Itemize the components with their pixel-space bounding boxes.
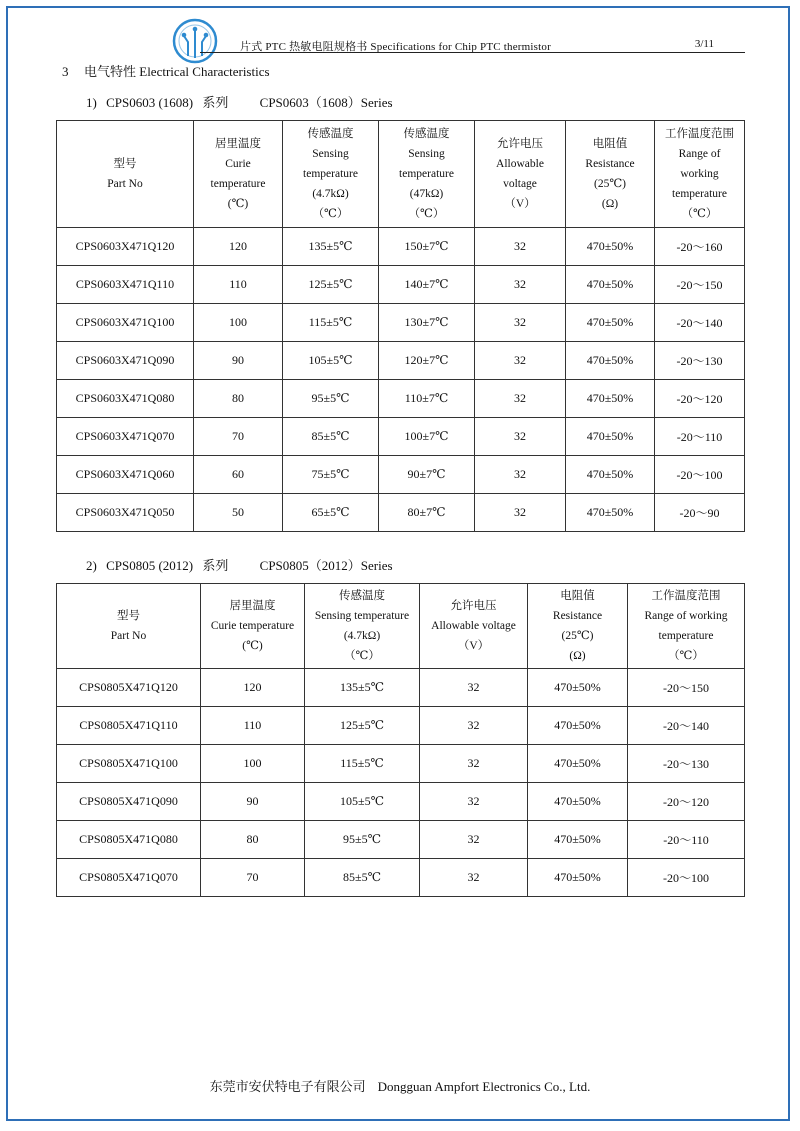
table-cell: 125±5℃ <box>305 707 420 745</box>
table-cell: 120 <box>194 228 283 266</box>
table-cell: 90 <box>201 783 305 821</box>
header-line: voltage <box>503 178 537 190</box>
table-cell: 105±5℃ <box>283 342 379 380</box>
header-line: Part No <box>110 630 147 642</box>
table-cell: 32 <box>420 669 528 707</box>
table-row <box>57 821 745 859</box>
series2-name: CPS0805 (2012) <box>106 558 194 573</box>
header-line: 居里温度 <box>215 138 261 150</box>
table-cell: 470±50% <box>566 380 655 418</box>
column-header <box>628 584 745 669</box>
header-line: （℃） <box>668 650 704 662</box>
table-cell: -20～160 <box>655 228 745 266</box>
column-header <box>475 121 566 228</box>
table-cell: 110±7℃ <box>379 380 475 418</box>
header-line: (4.7kΩ) <box>312 188 349 200</box>
table-cell: -20～100 <box>628 859 745 897</box>
circuit-logo-icon <box>170 16 220 66</box>
footer-company-cn: 东莞市安伏特电子有限公司 <box>209 1079 366 1094</box>
series2-table <box>56 583 745 897</box>
header-line: temperature <box>658 630 714 642</box>
table-row <box>57 266 745 304</box>
table-row <box>57 859 745 897</box>
table-header-row <box>57 584 745 669</box>
series2-cn: 系列 <box>202 558 229 573</box>
table-cell: -20～120 <box>655 380 745 418</box>
table-cell: 470±50% <box>528 783 628 821</box>
table-cell: 32 <box>475 456 566 494</box>
header-line: 电阻值 <box>592 138 628 150</box>
table-cell: 470±50% <box>528 669 628 707</box>
header-line: Curie temperature <box>210 620 295 632</box>
table-cell: 125±5℃ <box>283 266 379 304</box>
table-row <box>57 783 745 821</box>
table-cell: 470±50% <box>528 745 628 783</box>
part-number-cell: CPS0603X471Q070 <box>57 418 194 456</box>
table-row <box>57 342 745 380</box>
header-line: temperature <box>672 188 727 200</box>
part-number-cell: CPS0603X471Q090 <box>57 342 194 380</box>
table-cell: 115±5℃ <box>305 745 420 783</box>
header-line: 允许电压 <box>497 138 543 150</box>
table-row <box>57 707 745 745</box>
header-line: Range of working <box>644 610 728 622</box>
table-cell: 135±5℃ <box>283 228 379 266</box>
header-line: 允许电压 <box>450 600 497 612</box>
table-row <box>57 418 745 456</box>
section-title: 电气特性 Electrical Characteristics <box>84 64 270 79</box>
section-number: 3 <box>62 64 69 79</box>
table-cell: -20～90 <box>655 494 745 532</box>
part-number-cell: CPS0603X471Q100 <box>57 304 194 342</box>
table-row <box>57 494 745 532</box>
table-cell: 470±50% <box>566 418 655 456</box>
table-cell: -20～130 <box>655 342 745 380</box>
table-cell: 470±50% <box>566 342 655 380</box>
table-cell: 32 <box>420 745 528 783</box>
header-line: Curie <box>225 158 251 170</box>
series2-title <box>86 555 399 574</box>
header-line: temperature <box>210 178 266 190</box>
header-line: 传感温度 <box>307 128 354 140</box>
header-line: Range of <box>678 148 721 160</box>
table-row <box>57 669 745 707</box>
column-header <box>283 121 379 228</box>
header-line: (4.7kΩ) <box>343 630 381 642</box>
part-number-cell: CPS0603X471Q120 <box>57 228 194 266</box>
column-header <box>194 121 283 228</box>
column-header <box>566 121 655 228</box>
table-cell: 80 <box>201 821 305 859</box>
header-line: Sensing <box>312 148 349 160</box>
table-cell: -20～150 <box>628 669 745 707</box>
table-cell: 32 <box>475 494 566 532</box>
header-line: （V） <box>504 198 536 210</box>
part-number-cell: CPS0603X471Q080 <box>57 380 194 418</box>
table-cell: -20～110 <box>655 418 745 456</box>
page-number: 3/11 <box>694 38 714 50</box>
table-cell: 100±7℃ <box>379 418 475 456</box>
header-title: 片式 PTC 热敏电阻规格书 Specifications for Chip PTC thermistor <box>240 41 551 53</box>
table-cell: 50 <box>194 494 283 532</box>
series1-title <box>86 92 399 111</box>
table-cell: 470±50% <box>566 266 655 304</box>
table-cell: 32 <box>420 783 528 821</box>
table-row <box>57 228 745 266</box>
table-cell: -20～140 <box>628 707 745 745</box>
table-cell: 32 <box>475 304 566 342</box>
table-cell: 32 <box>475 418 566 456</box>
header-line: Sensing <box>408 148 445 160</box>
table-cell: -20～150 <box>655 266 745 304</box>
series2-en: CPS0805（2012）Series <box>259 558 393 573</box>
header-line: (25℃) <box>593 178 627 190</box>
table-cell: 32 <box>475 342 566 380</box>
table-cell: -20～120 <box>628 783 745 821</box>
table-cell: -20～100 <box>655 456 745 494</box>
table-cell: -20～140 <box>655 304 745 342</box>
part-number-cell: CPS0603X471Q050 <box>57 494 194 532</box>
part-number-cell: CPS0603X471Q060 <box>57 456 194 494</box>
header-line: Allowable <box>496 158 544 170</box>
table-cell: 110 <box>194 266 283 304</box>
part-number-cell: CPS0805X471Q110 <box>57 707 201 745</box>
header-line: (℃) <box>227 198 249 210</box>
header-line: （℃） <box>312 208 349 220</box>
header-line: 工作温度范围 <box>651 590 721 602</box>
table-row <box>57 380 745 418</box>
header-line: （V） <box>457 640 490 652</box>
table-cell: 85±5℃ <box>283 418 379 456</box>
header-line: Allowable voltage <box>431 620 516 632</box>
table-cell: -20～130 <box>628 745 745 783</box>
part-number-cell: CPS0603X471Q110 <box>57 266 194 304</box>
table-cell: 32 <box>475 380 566 418</box>
series1-num: 1) <box>86 95 97 110</box>
footer-company-en: Dongguan Ampfort Electronics Co., Ltd. <box>377 1079 591 1094</box>
table-cell: 110 <box>201 707 305 745</box>
part-number-cell: CPS0805X471Q070 <box>57 859 201 897</box>
table-cell: 95±5℃ <box>305 821 420 859</box>
table-cell: 130±7℃ <box>379 304 475 342</box>
header-line: temperature <box>303 168 358 180</box>
section-heading <box>62 61 270 80</box>
header-line: temperature <box>399 168 454 180</box>
header-line: （℃） <box>408 208 445 220</box>
part-number-cell: CPS0805X471Q080 <box>57 821 201 859</box>
table-cell: 32 <box>420 707 528 745</box>
header-line: (Ω) <box>601 198 619 210</box>
table-cell: 95±5℃ <box>283 380 379 418</box>
table-cell: 470±50% <box>528 859 628 897</box>
header-line: Part No <box>107 178 143 190</box>
series1-table <box>56 120 745 532</box>
table-cell: 85±5℃ <box>305 859 420 897</box>
footer <box>0 1076 800 1095</box>
header-line: (47kΩ) <box>409 188 444 200</box>
table-cell: 470±50% <box>528 821 628 859</box>
column-header <box>57 121 194 228</box>
table-cell: 100 <box>201 745 305 783</box>
table-cell: 115±5℃ <box>283 304 379 342</box>
series1-en: CPS0603（1608）Series <box>259 95 393 110</box>
table-cell: 32 <box>475 228 566 266</box>
column-header <box>528 584 628 669</box>
table-cell: 90±7℃ <box>379 456 475 494</box>
header-line: 传感温度 <box>339 590 385 602</box>
table-cell: 32 <box>420 821 528 859</box>
table-cell: 120 <box>201 669 305 707</box>
header-line: 工作温度范围 <box>665 128 734 140</box>
table-cell: 105±5℃ <box>305 783 420 821</box>
table-cell: -20～110 <box>628 821 745 859</box>
header-line: (℃) <box>242 640 263 652</box>
series1-cn: 系列 <box>202 95 229 110</box>
header-line: 居里温度 <box>229 600 276 612</box>
table-cell: 80 <box>194 380 283 418</box>
table-cell: 32 <box>475 266 566 304</box>
header-line: 型号 <box>117 610 140 622</box>
series1-name: CPS0603 (1608) <box>106 95 194 110</box>
header-line: 电阻值 <box>560 590 595 602</box>
table-row <box>57 456 745 494</box>
table-cell: 80±7℃ <box>379 494 475 532</box>
table-cell: 90 <box>194 342 283 380</box>
table-cell: 140±7℃ <box>379 266 475 304</box>
table-cell: 70 <box>201 859 305 897</box>
table-cell: 470±50% <box>566 304 655 342</box>
table-cell: 470±50% <box>566 494 655 532</box>
table-cell: 470±50% <box>528 707 628 745</box>
table-cell: 470±50% <box>566 228 655 266</box>
column-header <box>201 584 305 669</box>
part-number-cell: CPS0805X471Q100 <box>57 745 201 783</box>
table-cell: 120±7℃ <box>379 342 475 380</box>
header-line: (Ω) <box>569 650 586 662</box>
column-header <box>655 121 745 228</box>
column-header <box>420 584 528 669</box>
part-number-cell: CPS0805X471Q120 <box>57 669 201 707</box>
header-line: Resistance <box>552 610 603 622</box>
header-line: (25℃) <box>561 630 594 642</box>
table-cell: 65±5℃ <box>283 494 379 532</box>
header-line: （℃） <box>344 650 380 662</box>
column-header <box>57 584 201 669</box>
table-cell: 70 <box>194 418 283 456</box>
series2-num: 2) <box>86 558 97 573</box>
table-cell: 100 <box>194 304 283 342</box>
header-divider <box>200 52 745 53</box>
table-row <box>57 745 745 783</box>
table-cell: 150±7℃ <box>379 228 475 266</box>
part-number-cell: CPS0805X471Q090 <box>57 783 201 821</box>
table-cell: 32 <box>420 859 528 897</box>
table-header-row <box>57 121 745 228</box>
table-cell: 135±5℃ <box>305 669 420 707</box>
table-row <box>57 304 745 342</box>
header-line: 传感温度 <box>403 128 450 140</box>
column-header <box>379 121 475 228</box>
table-cell: 470±50% <box>566 456 655 494</box>
header-line: 型号 <box>113 158 137 170</box>
header-line: Sensing temperature <box>314 610 410 622</box>
header-line: （℃） <box>681 208 718 220</box>
header-line: working <box>680 168 719 180</box>
column-header <box>305 584 420 669</box>
table-cell: 60 <box>194 456 283 494</box>
table-cell: 75±5℃ <box>283 456 379 494</box>
header-line: Resistance <box>585 158 635 170</box>
